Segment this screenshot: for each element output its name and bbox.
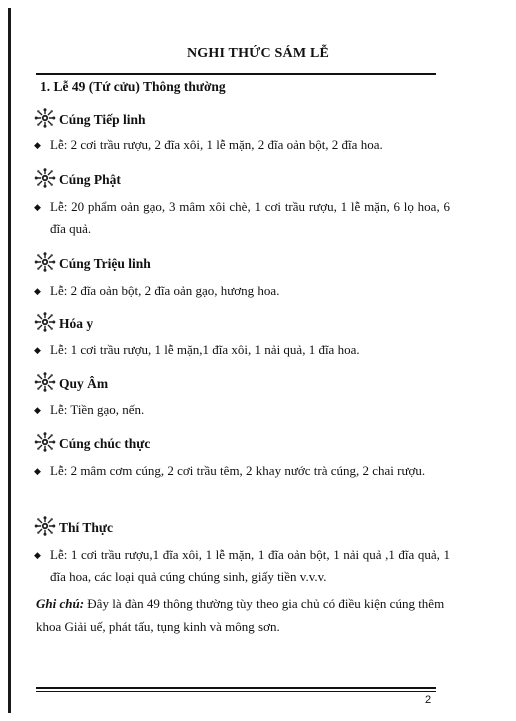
note-label: Ghi chú: [36, 596, 85, 611]
heading-label: Cúng Phật [59, 172, 121, 187]
heading-label: Thí Thực [59, 520, 113, 535]
heading-label: Hóa y [59, 316, 94, 331]
heading-label: Quy Âm [59, 376, 109, 391]
section-title: 1. Lễ 49 (Tứ cửu) Thông thường [40, 79, 226, 94]
heading-label: Cúng Triệu linh [59, 256, 151, 271]
heading-quy-am [34, 370, 108, 392]
heading-cung-tiep-linh [34, 106, 146, 128]
list-item [34, 280, 450, 302]
heading-label: Cúng chúc thực [59, 436, 151, 451]
page-number: 2 [425, 694, 432, 706]
footer-rule-thin [36, 691, 436, 692]
bullet-icon: ◆ [34, 466, 41, 476]
floral-ornament-icon [34, 372, 56, 392]
note-text: Đây là đàn 49 thông thường tùy theo gia chủ có điều kiện cúng thêm khoa Giải uế, phát tấu, tụng kinh và mông sơn. [36, 596, 445, 634]
bullet-icon: ◆ [34, 345, 41, 355]
list-item-text: Lễ: Tiền gạo, nến. [50, 402, 145, 417]
bullet-icon: ◆ [34, 550, 41, 560]
heading-cung-chuc-thuc [34, 430, 150, 452]
list-item [34, 196, 450, 240]
footer-rule [36, 687, 436, 689]
bullet-icon: ◆ [34, 405, 41, 415]
list-item-text: Lễ: 2 đĩa oản bột, 2 đĩa oản gạo, hương hoa. [50, 283, 280, 298]
floral-ornament-icon [34, 168, 56, 188]
list-item [34, 399, 450, 421]
list-item-text: Lễ: 2 cơi trầu rượu, 2 đĩa xôi, 1 lễ mặn, 2 đĩa oản bột, 2 đĩa hoa. [50, 137, 383, 152]
heading-hoa-y [34, 310, 93, 332]
heading-cung-phat [34, 166, 121, 188]
title-rule [36, 73, 436, 75]
list-item [34, 339, 450, 361]
list-item-text: Lễ: 20 phẩm oản gạo, 3 mâm xôi chè, 1 cơi trầu rượu, 1 lễ mặn, 6 lọ hoa, 6 đĩa quả. [50, 199, 450, 236]
list-item [34, 134, 450, 156]
heading-label: Cúng Tiếp linh [59, 112, 146, 127]
page-border-left [8, 8, 11, 713]
note-paragraph [36, 592, 450, 638]
floral-ornament-icon [34, 516, 56, 536]
floral-ornament-icon [34, 312, 56, 332]
list-item [34, 460, 450, 482]
floral-ornament-icon [34, 432, 56, 452]
bullet-icon: ◆ [34, 286, 41, 296]
bullet-icon: ◆ [34, 202, 41, 212]
list-item-text: Lễ: 2 mâm cơm cúng, 2 cơi trầu têm, 2 khay nước trà cúng, 2 chai rượu. [50, 463, 426, 478]
list-item [34, 544, 450, 588]
bullet-icon: ◆ [34, 140, 41, 150]
list-item-text: Lễ: 1 cơi trầu rượu, 1 lễ mặn,1 đĩa xôi, 1 nải quả, 1 đĩa hoa. [50, 342, 360, 357]
floral-ornament-icon [34, 108, 56, 128]
heading-thi-thuc [34, 514, 113, 536]
heading-cung-trieu-linh [34, 250, 151, 272]
list-item-text: Lễ: 1 cơi trầu rượu,1 đĩa xôi, 1 lễ mặn, 1 đĩa oản bột, 1 nải quả ,1 đĩa quả, 1 đĩa hoa, các loại quả cúng chúng sinh, giấy tiền v.v.v. [50, 547, 450, 584]
floral-ornament-icon [34, 252, 56, 272]
page-title: NGHI THỨC SÁM LỄ [186, 46, 330, 61]
